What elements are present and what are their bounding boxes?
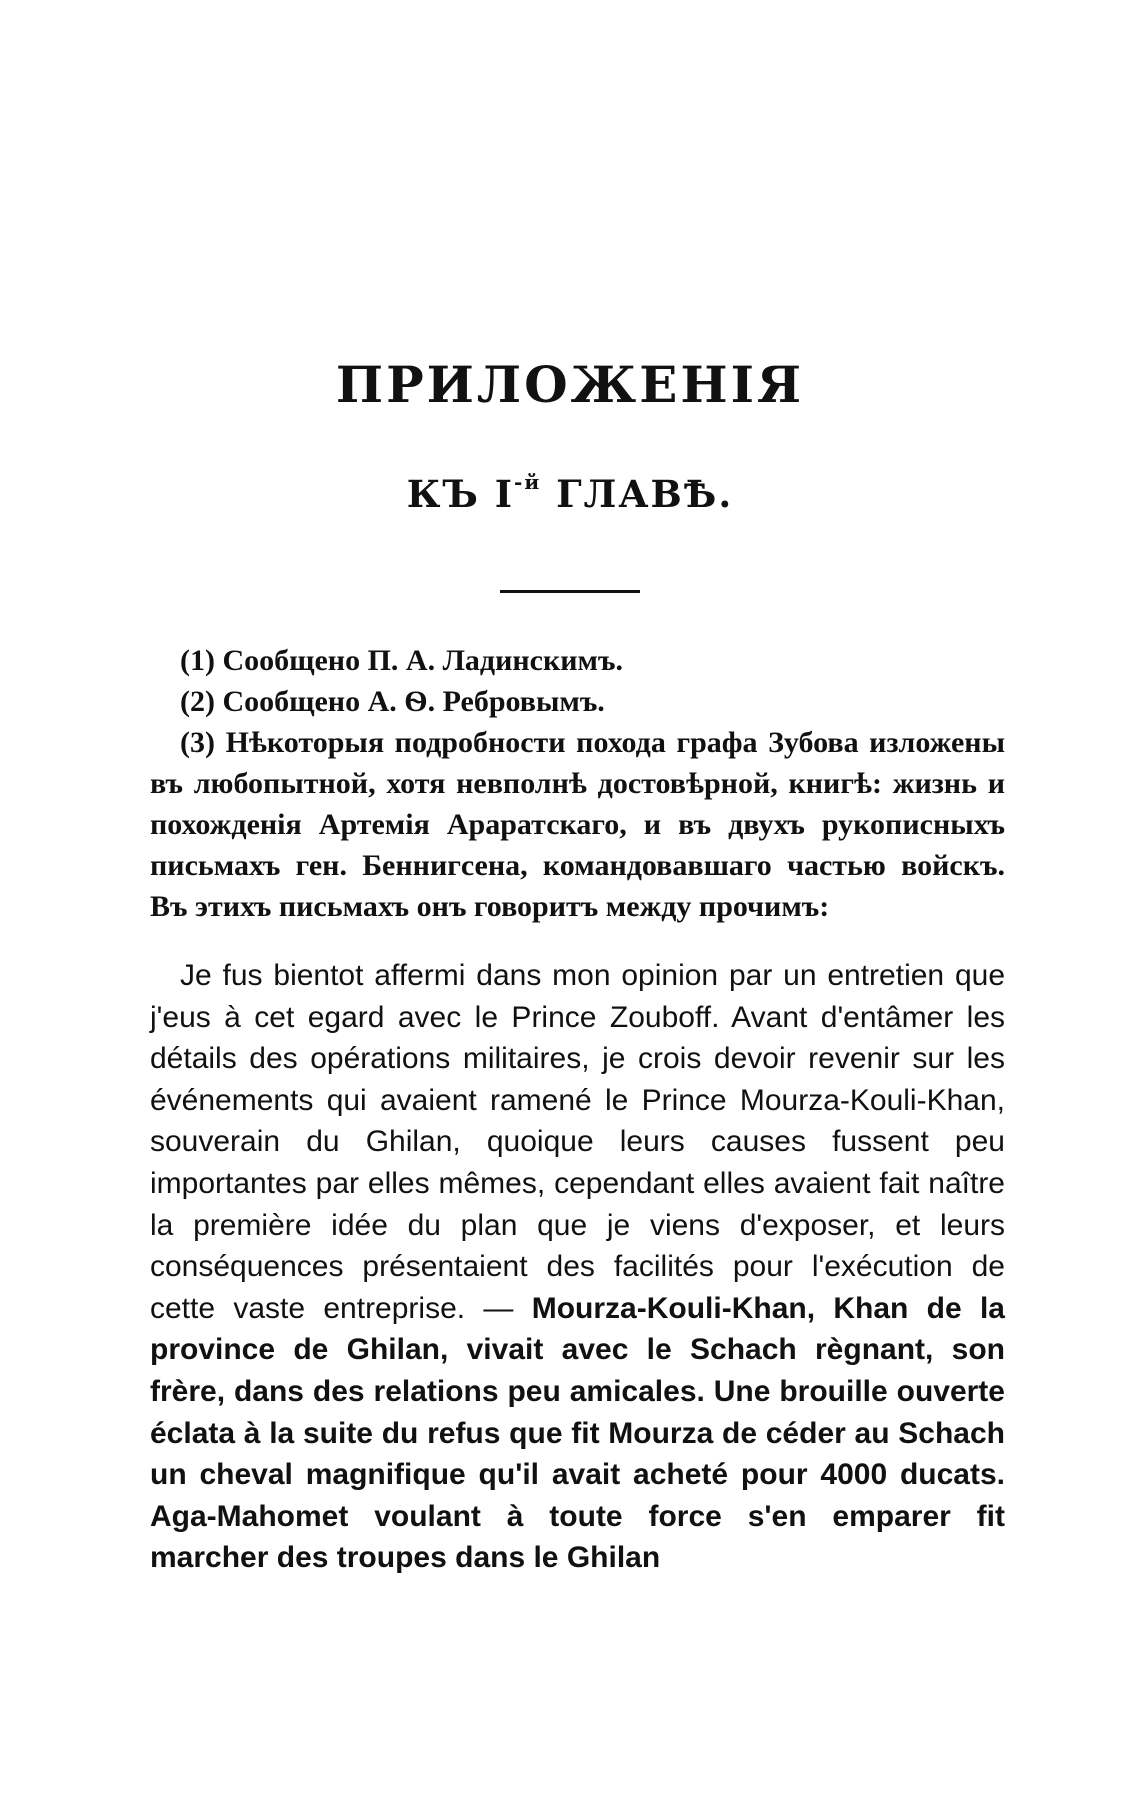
french-quote [150, 955, 1005, 1579]
chapter-subtitle [0, 470, 1140, 516]
note-1: (1) Сообщено П. А. Ладинскимъ. [180, 644, 623, 677]
notes-section [150, 640, 1005, 927]
separator-rule [500, 590, 640, 593]
subtitle-superscript: -й [514, 470, 542, 494]
note-3: (3) Нѣкоторыя подробности похода графа Зубова изложены въ любопытной, хотя невполнѣ достовѣрной, книгѣ: жизнь и похожденія Артемія Араратскаго, и въ двухъ рукописныхъ письмахъ ген. Беннигсена, командовавшаго частью войскъ. Въ этихъ письмахъ онъ говоритъ между прочимъ: [150, 726, 1005, 923]
subtitle-suffix: ГЛАВѢ. [541, 472, 734, 516]
quote-part-2: Mourza-Kouli-Khan, Khan de la province de Ghilan, vivait avec le Schach règnant, son frère, dans des relations peu amicales. Une brouille ouverte éclata à la suite du refus que fit Mourza de céder au Schach un cheval magnifique qu'il avait acheté pour 4000 ducats. Aga-Mahomet voulant à toute force s'en emparer fit marcher des troupes dans le Ghilan [150, 1291, 1005, 1575]
note-2: (2) Сообщено А. Ѳ. Ребровымъ. [180, 685, 605, 718]
quote-part-1: Je fus bientot affermi dans mon opinion par un entretien que j'eus à cet egard avec le Prince Zouboff. Avant d'entâmer les détails des opérations militaires, je crois devoir revenir sur les événements qui avaient ramené le Prince Mourza-Kouli-Khan, souverain du Ghilan, quoique leurs causes fussent peu importantes par elles mêmes, cependant elles avaient fait naître la première idée du plan que je viens d'exposer, et leurs conséquences présentaient des facilités pour l'exécution de cette vaste entreprise. — [150, 959, 1005, 1325]
subtitle-prefix: КЪ І [406, 472, 515, 516]
page-title: ПРИЛОЖЕНІЯ [335, 355, 805, 414]
